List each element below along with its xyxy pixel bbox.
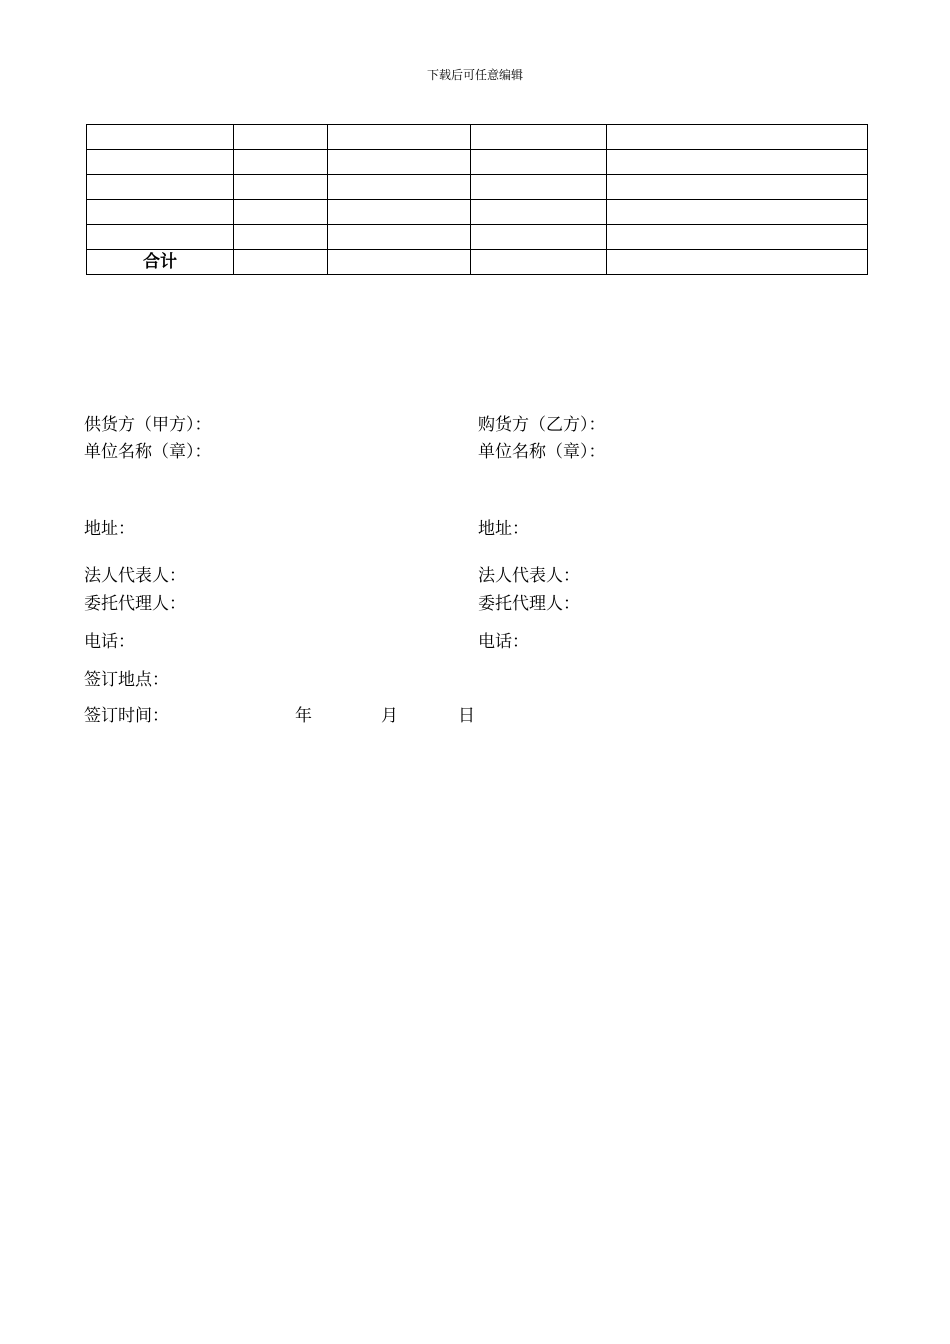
table-cell (87, 175, 234, 200)
table-cell (471, 175, 607, 200)
buyer-phone-label: 电话： (478, 632, 529, 652)
table-row (87, 175, 868, 200)
table-cell (234, 175, 328, 200)
table-total-row (87, 250, 868, 275)
table-cell (607, 175, 868, 200)
table-cell (328, 125, 471, 150)
table-cell (234, 225, 328, 250)
buyer-address-label: 地址： (478, 519, 529, 539)
buyer-agent-label: 委托代理人： (478, 594, 580, 614)
items-table (86, 124, 868, 275)
supplier-phone-label: 电话： (84, 632, 135, 652)
table-cell (87, 150, 234, 175)
table-cell (328, 225, 471, 250)
table-cell (607, 250, 868, 275)
buyer-legal-rep-label: 法人代表人： (478, 566, 580, 586)
table-cell (471, 200, 607, 225)
table-row (87, 225, 868, 250)
table-cell (607, 200, 868, 225)
supplier-company-label: 单位名称（章）： (84, 442, 212, 462)
supplier-legal-rep-label: 法人代表人： (84, 566, 186, 586)
table-cell (607, 225, 868, 250)
table-row (87, 125, 868, 150)
table-cell (607, 150, 868, 175)
table-cell (471, 250, 607, 275)
day-label: 日 (458, 706, 475, 726)
buyer-company-label: 单位名称（章）： (478, 442, 606, 462)
table-cell (234, 250, 328, 275)
signing-place-label: 签订地点： (84, 670, 169, 690)
table-cell (328, 150, 471, 175)
table-cell (234, 150, 328, 175)
table-cell (328, 175, 471, 200)
table-cell (234, 125, 328, 150)
buyer-party-label: 购货方（乙方）： (478, 415, 606, 435)
table-cell (87, 225, 234, 250)
table-cell (234, 200, 328, 225)
table-cell (471, 125, 607, 150)
year-label: 年 (295, 706, 312, 726)
table-cell (328, 250, 471, 275)
table-cell (87, 125, 234, 150)
table-cell (471, 225, 607, 250)
table-cell (607, 125, 868, 150)
table-cell (328, 200, 471, 225)
table-row (87, 150, 868, 175)
supplier-address-label: 地址： (84, 519, 135, 539)
header-note: 下载后可任意编辑 (426, 68, 523, 82)
month-label: 月 (381, 706, 398, 726)
supplier-party-label: 供货方（甲方）： (84, 415, 212, 435)
table-cell (471, 150, 607, 175)
supplier-agent-label: 委托代理人： (84, 594, 186, 614)
table-cell (87, 200, 234, 225)
total-label: 合计 (87, 250, 234, 275)
signing-time-label: 签订时间： (84, 706, 169, 726)
table-row (87, 200, 868, 225)
